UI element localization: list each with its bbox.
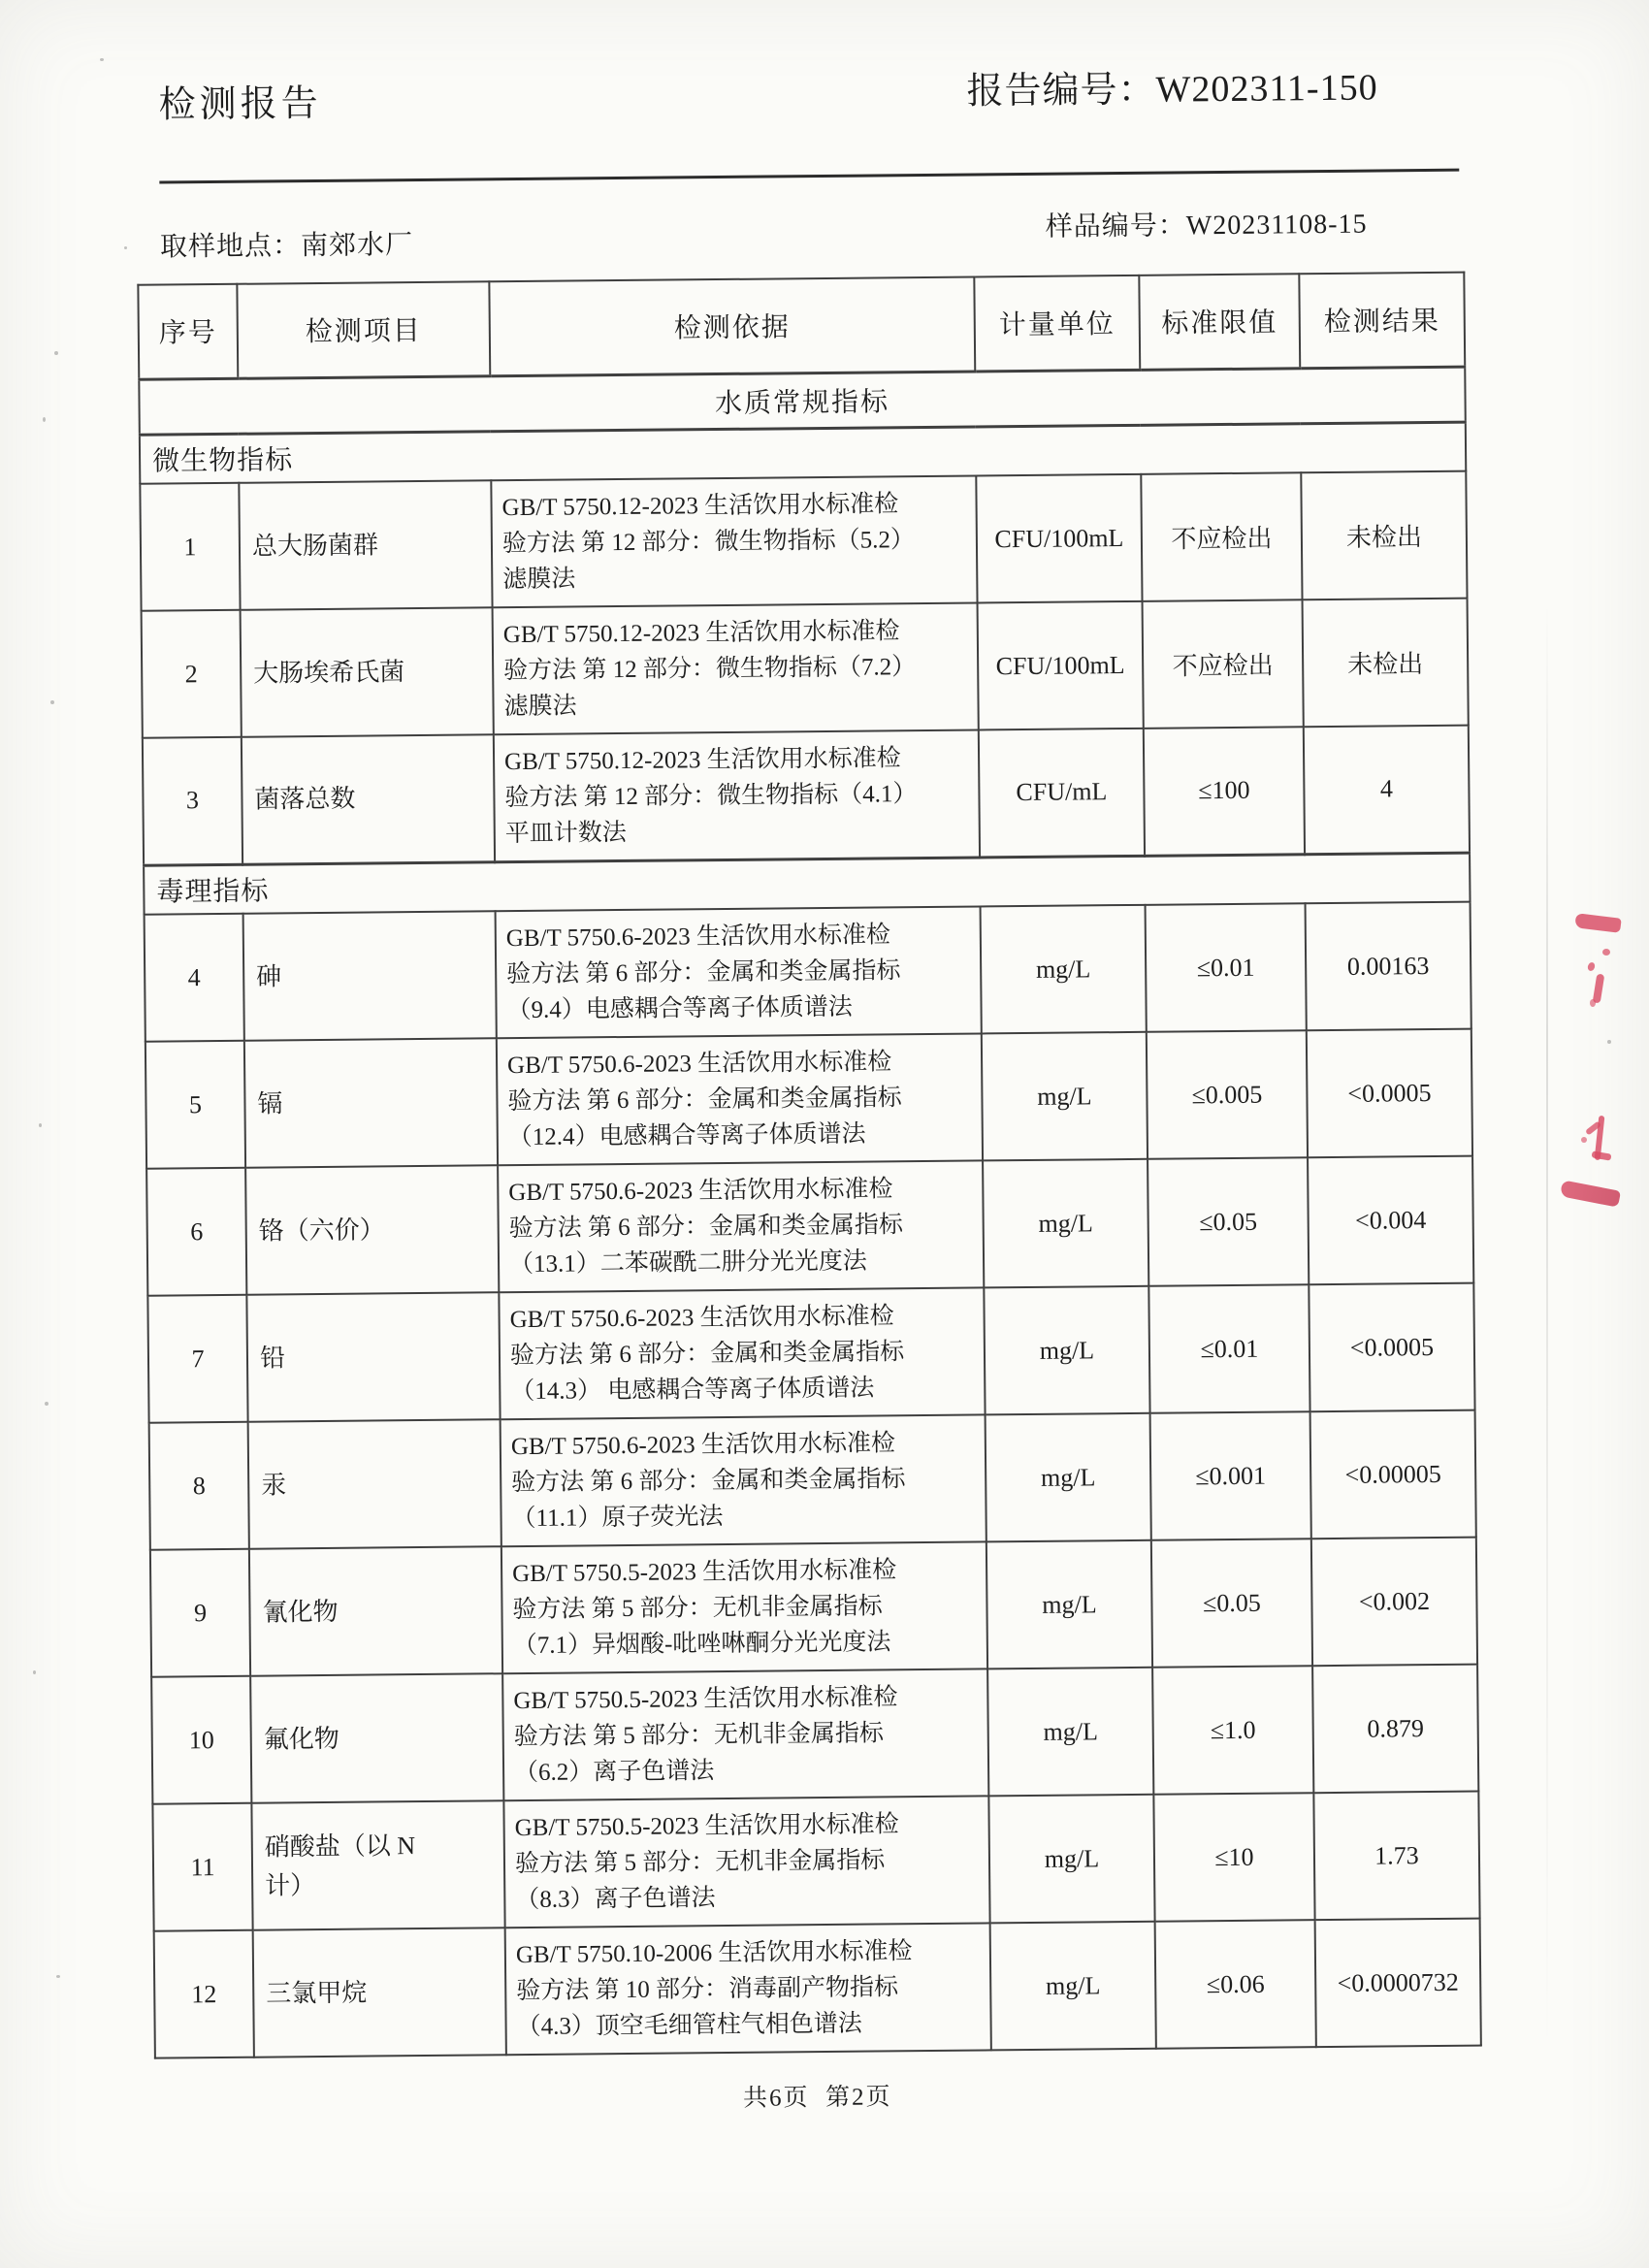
cell-standard-limit: 不应检出 <box>1141 472 1302 601</box>
table-row <box>149 1410 1476 1550</box>
cell-test-item: 三氯甲烷 <box>253 1928 506 2057</box>
table-row <box>146 1029 1472 1169</box>
sampling-site-value: 南郊水厂 <box>300 230 414 262</box>
cell-unit: mg/L <box>986 1540 1152 1669</box>
cell-test-basis: GB/T 5750.10-2006 生活饮用水标准检 验方法 第 10 部分：消毒副产物指标 （4.3）顶空毛细管柱气相色谱法 <box>505 1923 991 2055</box>
header-test-basis: 检测依据 <box>489 276 975 375</box>
header-standard-limit: 标准限值 <box>1139 274 1300 370</box>
scan-fold-line <box>1546 601 1548 2057</box>
table-row <box>146 1156 1473 1296</box>
cell-test-item: 菌落总数 <box>242 734 495 863</box>
scan-speck <box>33 1670 36 1674</box>
cell-unit: CFU/100mL <box>978 601 1144 730</box>
cell-standard-limit: ≤100 <box>1144 727 1305 856</box>
cell-test-result: 4 <box>1304 726 1470 855</box>
cell-test-item: 硝酸盐（以 N 计） <box>251 1800 504 1929</box>
cell-test-basis: GB/T 5750.12-2023 生活饮用水标准检 验方法 第 12 部分：微生物指标（7.2） 滤膜法 <box>493 602 979 734</box>
table-row <box>152 1792 1479 1931</box>
cell-test-result: <0.004 <box>1308 1156 1473 1285</box>
report-number-value: W202311-150 <box>1155 67 1378 111</box>
cell-serial-number: 3 <box>143 737 242 865</box>
cell-test-result: 未检出 <box>1303 599 1469 728</box>
cell-test-basis: GB/T 5750.6-2023 生活饮用水标准检 验方法 第 6 部分：金属和类金属指标 （14.3） 电感耦合等离子体质谱法 <box>499 1287 985 1419</box>
cell-test-result: 0.00163 <box>1306 902 1471 1031</box>
scan-speck <box>1607 1040 1611 1044</box>
results-table-wrap <box>137 272 1482 2059</box>
page-footer: 共6页 第2页 <box>742 2084 892 2112</box>
cell-serial-number: 7 <box>147 1295 247 1423</box>
header-test-item: 检测项目 <box>237 281 490 377</box>
cell-serial-number: 9 <box>150 1549 250 1677</box>
results-table <box>137 272 1482 2059</box>
cell-serial-number: 12 <box>154 1930 254 2058</box>
cell-test-basis: GB/T 5750.6-2023 生活饮用水标准检 验方法 第 6 部分：金属和类金属指标 （12.4）电感耦合等离子体质谱法 <box>497 1033 983 1165</box>
table-row <box>154 1919 1481 2058</box>
cell-test-result: <0.0005 <box>1307 1029 1472 1158</box>
cell-standard-limit: ≤0.05 <box>1151 1539 1312 1668</box>
cell-serial-number: 5 <box>146 1041 245 1169</box>
scan-speck <box>45 1402 48 1406</box>
cell-test-item: 大肠埃希氏菌 <box>241 607 494 736</box>
cell-test-result: 0.879 <box>1312 1665 1478 1794</box>
report-number-line <box>966 56 1378 113</box>
cell-standard-limit: ≤0.06 <box>1155 1920 1316 2049</box>
cell-unit: CFU/100mL <box>976 474 1142 603</box>
cell-standard-limit: ≤1.0 <box>1152 1666 1313 1795</box>
scan-speck <box>56 1975 60 1978</box>
cell-serial-number: 10 <box>151 1676 251 1804</box>
report-table-body <box>139 367 1481 2058</box>
table-row <box>145 902 1471 1042</box>
cell-unit: mg/L <box>981 905 1147 1034</box>
cell-test-basis: GB/T 5750.5-2023 生活饮用水标准检 验方法 第 5 部分：无机非金属指标 （6.2）离子色谱法 <box>502 1669 988 1800</box>
cell-test-result: <0.0005 <box>1309 1283 1474 1412</box>
sampling-site-label: 取样地点： <box>159 231 302 263</box>
cell-test-result: <0.0000732 <box>1315 1919 1481 2048</box>
table-row <box>140 471 1467 611</box>
scan-speck <box>43 417 46 422</box>
scan-speck <box>50 700 54 704</box>
red-seal-fragment-icon <box>1581 1137 1587 1143</box>
cell-unit: mg/L <box>982 1032 1148 1161</box>
table-header-row <box>138 273 1465 379</box>
cell-test-result: 1.73 <box>1313 1792 1479 1921</box>
cell-unit: mg/L <box>990 1922 1156 2051</box>
cell-unit: mg/L <box>987 1668 1153 1797</box>
cell-standard-limit: ≤0.05 <box>1148 1157 1309 1286</box>
cell-serial-number: 6 <box>146 1168 246 1296</box>
cell-standard-limit: ≤0.005 <box>1147 1030 1308 1159</box>
cell-test-result: 未检出 <box>1301 471 1467 600</box>
sample-number-line <box>1046 203 1368 244</box>
cell-standard-limit: ≤0.01 <box>1148 1284 1310 1413</box>
cell-test-result: <0.002 <box>1311 1538 1477 1667</box>
cell-test-basis: GB/T 5750.6-2023 生活饮用水标准检 验方法 第 6 部分：金属和类金属指标 （13.1）二苯碳酰二肼分光光度法 <box>498 1160 984 1292</box>
cell-standard-limit: ≤0.001 <box>1150 1411 1311 1540</box>
group-header-label: 微生物指标 <box>140 422 1466 484</box>
sample-number-value: W20231108-15 <box>1185 209 1368 242</box>
cell-standard-limit: 不应检出 <box>1143 599 1304 729</box>
cell-serial-number: 11 <box>152 1803 252 1931</box>
cell-serial-number: 2 <box>142 610 242 738</box>
scan-speck <box>124 246 127 249</box>
table-row <box>150 1538 1477 1677</box>
section-title: 水质常规指标 <box>139 367 1465 435</box>
cell-test-basis: GB/T 5750.5-2023 生活饮用水标准检 验方法 第 5 部分：无机非金属指标 （7.1）异烟酸-吡唑啉酮分光光度法 <box>501 1541 987 1673</box>
cell-unit: CFU/mL <box>979 729 1145 858</box>
header-serial-number: 序号 <box>138 284 238 379</box>
cell-test-item: 铅 <box>246 1292 500 1421</box>
cell-serial-number: 8 <box>149 1422 249 1550</box>
cell-serial-number: 4 <box>145 914 244 1042</box>
cell-test-item: 氟化物 <box>250 1673 503 1802</box>
scan-speck <box>100 58 104 61</box>
scan-speck <box>54 351 58 355</box>
table-row <box>143 726 1470 865</box>
header-test-result: 检测结果 <box>1299 273 1465 369</box>
cell-serial-number: 1 <box>140 483 240 611</box>
table-row <box>147 1283 1474 1423</box>
page-title: 检测报告 <box>158 82 322 126</box>
cell-test-basis: GB/T 5750.6-2023 生活饮用水标准检 验方法 第 6 部分：金属和类金属指标 （11.1）原子荧光法 <box>501 1414 986 1546</box>
sample-number-label: 样品编号： <box>1045 211 1186 243</box>
cell-unit: mg/L <box>984 1286 1149 1415</box>
header-divider <box>159 169 1459 184</box>
cell-test-item: 总大肠菌群 <box>239 480 492 609</box>
header-unit: 计量单位 <box>974 275 1140 372</box>
cell-unit: mg/L <box>986 1413 1151 1542</box>
cell-test-item: 汞 <box>248 1419 501 1548</box>
cell-standard-limit: ≤0.01 <box>1146 903 1307 1032</box>
cell-standard-limit: ≤10 <box>1153 1793 1314 1922</box>
cell-test-item: 镉 <box>244 1038 498 1167</box>
group-header-label: 毒理指标 <box>144 853 1470 915</box>
cell-test-basis: GB/T 5750.6-2023 生活饮用水标准检 验方法 第 6 部分：金属和类金属指标 （9.4）电感耦合等离子体质谱法 <box>496 906 982 1038</box>
scan-speck <box>39 1123 42 1127</box>
cell-test-result: <0.00005 <box>1310 1410 1476 1539</box>
cell-test-item: 砷 <box>243 911 497 1040</box>
cell-test-basis: GB/T 5750.5-2023 生活饮用水标准检 验方法 第 5 部分：无机非金属指标 （8.3）离子色谱法 <box>503 1796 989 1928</box>
cell-test-item: 氰化物 <box>249 1546 502 1675</box>
cell-test-basis: GB/T 5750.12-2023 生活饮用水标准检 验方法 第 12 部分：微生物指标（4.1） 平皿计数法 <box>494 729 980 861</box>
cell-test-item: 铬（六价） <box>245 1165 499 1294</box>
cell-unit: mg/L <box>988 1795 1154 1924</box>
report-number-label: 报告编号： <box>966 69 1156 113</box>
red-seal-fragment-icon <box>1602 949 1610 956</box>
red-seal-fragment-icon <box>1590 999 1596 1007</box>
cell-test-basis: GB/T 5750.12-2023 生活饮用水标准检 验方法 第 12 部分：微生物指标（5.2） 滤膜法 <box>491 475 977 607</box>
table-row <box>142 599 1469 738</box>
cell-unit: mg/L <box>983 1159 1148 1288</box>
table-row <box>151 1665 1478 1804</box>
sampling-site-line <box>160 223 413 265</box>
